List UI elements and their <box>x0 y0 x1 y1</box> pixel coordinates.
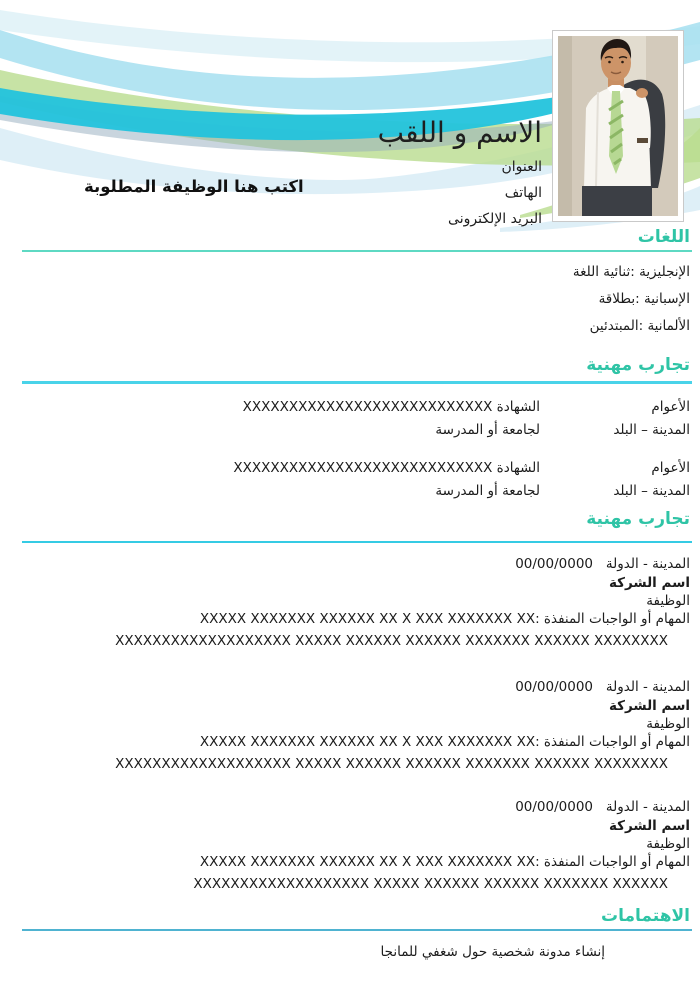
education-school: لجامعة أو المدرسة <box>435 483 540 499</box>
language-item: الإنجليزية :ثنائية اللغة <box>572 264 690 280</box>
language-item: الإسبانية :بطلاقة <box>598 291 690 307</box>
education-years: الأعوام <box>651 460 690 476</box>
interest-item: إنشاء مدونة شخصية حول شغفي للمانجا <box>380 944 605 960</box>
experience-entry <box>0 679 700 779</box>
experience-location-date: المدينة - الدولة 00/00/0000 <box>515 679 690 695</box>
experience-tasks-continued: XXXXXXXXXXXXXXXXXXX XXXXX XXXXXX XXXXXX XXXXXXX XXXXXX XXXXXXXX <box>115 756 668 772</box>
experience-entry <box>0 556 700 656</box>
divider-experience <box>22 541 692 543</box>
email-line: البريد الإلكترونى <box>448 211 542 227</box>
address-line: العنوان <box>501 159 542 175</box>
experience-company: اسم الشركة <box>608 575 690 591</box>
experience-location-date: المدينة - الدولة 00/00/0000 <box>515 799 690 815</box>
education-entry <box>0 460 700 510</box>
section-title-experience: تجارب مهنية <box>586 509 690 529</box>
full-name: الاسم و اللقب <box>377 116 542 149</box>
section-title-interests: الاهتمامات <box>601 906 690 926</box>
profile-photo <box>552 30 684 222</box>
contact-block <box>448 154 542 232</box>
experience-tasks: المهام أو الواجبات المنفذة :XXXXX XXXXXXX XXXXXX XX X XXX XXXXXXX XX <box>199 734 690 750</box>
experience-tasks-continued: XXXXXXXXXXXXXXXXXXX XXXXX XXXXXX XXXXXX XXXXXXX XXXXXX <box>193 876 668 892</box>
divider-interests <box>22 929 692 931</box>
education-degree: الشهادة XXXXXXXXXXXXXXXXXXXXXXXXXXXX <box>233 460 540 476</box>
experience-job: الوظيفة <box>646 836 690 852</box>
experience-company: اسم الشركة <box>608 698 690 714</box>
education-location: المدينة – البلد <box>613 422 690 438</box>
education-years: الأعوام <box>651 399 690 415</box>
experience-job: الوظيفة <box>646 593 690 609</box>
education-school: لجامعة أو المدرسة <box>435 422 540 438</box>
divider-education <box>22 381 692 384</box>
experience-location-date: المدينة - الدولة 00/00/0000 <box>515 556 690 572</box>
section-title-languages: اللغات <box>637 227 690 247</box>
experience-tasks-continued: XXXXXXXXXXXXXXXXXXX XXXXX XXXXXX XXXXXX XXXXXXX XXXXXX XXXXXXXX <box>115 633 668 649</box>
education-degree: الشهادة XXXXXXXXXXXXXXXXXXXXXXXXXXX <box>242 399 540 415</box>
experience-entry <box>0 799 700 899</box>
profile-photo-illustration <box>558 36 678 216</box>
section-title-education: تجارب مهنية <box>586 355 690 375</box>
education-location: المدينة – البلد <box>613 483 690 499</box>
desired-job-title: اكتب هنا الوظيفة المطلوبة <box>84 177 304 196</box>
divider-languages <box>22 250 692 252</box>
phone-line: الهاتف <box>504 185 542 201</box>
experience-tasks: المهام أو الواجبات المنفذة :XXXXX XXXXXXX XXXXXX XX X XXX XXXXXXX XX <box>199 854 690 870</box>
experience-job: الوظيفة <box>646 716 690 732</box>
language-item: الألمانية :المبتدئين <box>589 318 690 334</box>
experience-company: اسم الشركة <box>608 818 690 834</box>
experience-tasks: المهام أو الواجبات المنفذة :XXXXX XXXXXXX XXXXXX XX X XXX XXXXXXX XX <box>199 611 690 627</box>
education-entry <box>0 399 700 449</box>
